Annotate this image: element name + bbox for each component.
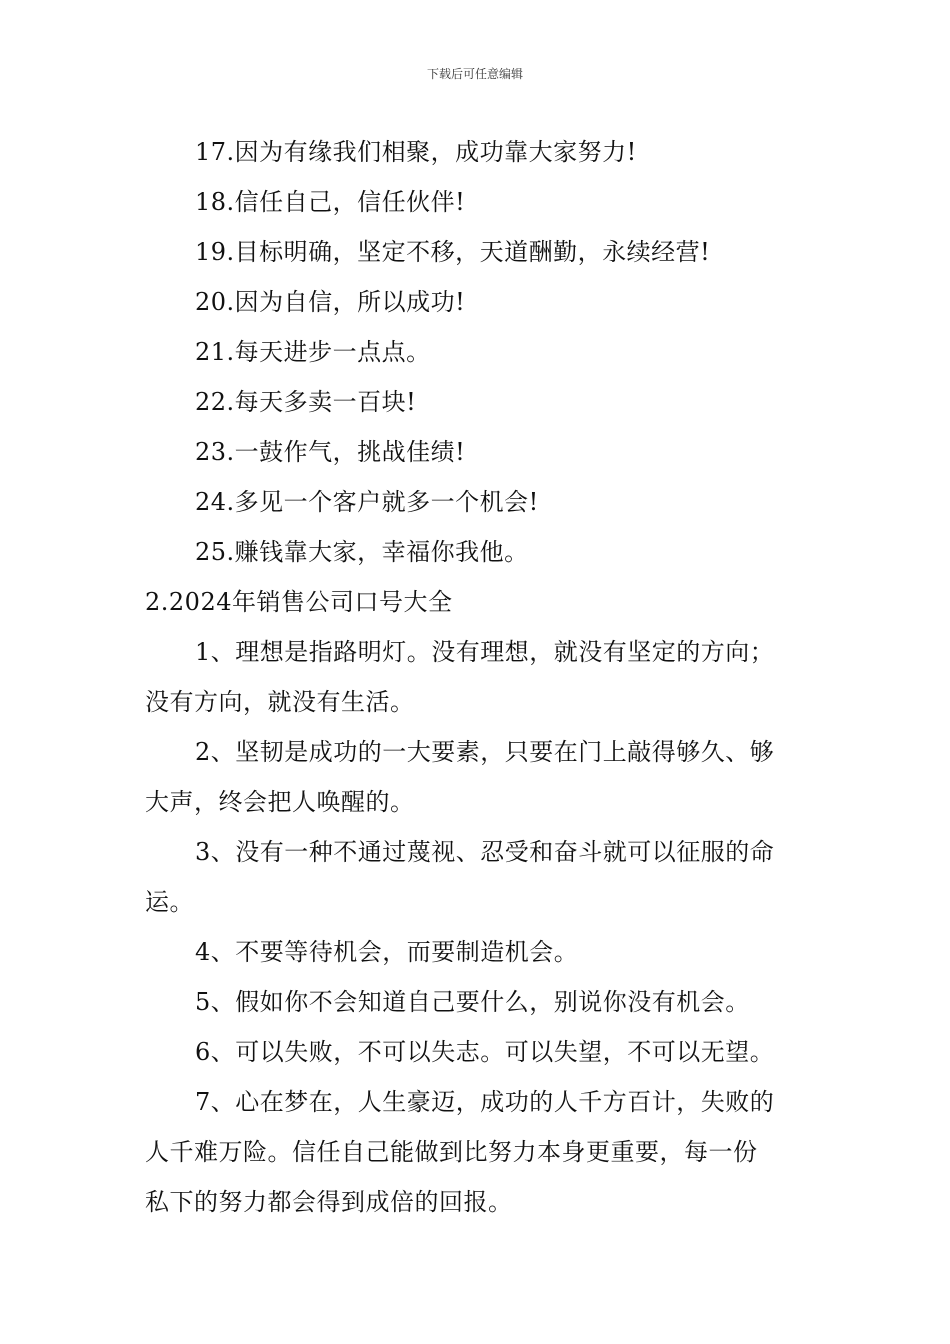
list-item: 25.赚钱靠大家，幸福你我他。 bbox=[195, 538, 529, 566]
paragraph-line: 人千难万险。信任自己能做到比努力本身更重要，每一份 bbox=[145, 1138, 758, 1166]
paragraph-line: 1、理想是指路明灯。没有理想，就没有坚定的方向； bbox=[195, 638, 775, 666]
paragraph bbox=[145, 1027, 810, 1077]
paragraph bbox=[145, 727, 810, 827]
paragraph-line: 大声，终会把人唤醒的。 bbox=[145, 788, 415, 816]
paragraph bbox=[145, 627, 810, 727]
list-item: 17.因为有缘我们相聚，成功靠大家努力! bbox=[195, 138, 637, 166]
list-item: 22.每天多卖一百块! bbox=[195, 388, 417, 416]
list-item: 23.一鼓作气，挑战佳绩! bbox=[195, 438, 466, 466]
paragraph-line: 5、假如你不会知道自己要什么，别说你没有机会。 bbox=[195, 988, 750, 1016]
paragraph-line: 4、不要等待机会，而要制造机会。 bbox=[195, 938, 579, 966]
paragraph-line: 私下的努力都会得到成倍的回报。 bbox=[145, 1188, 513, 1216]
paragraph-line: 7、心在梦在，人生豪迈，成功的人千方百计，失败的 bbox=[195, 1088, 775, 1116]
page-header: 下载后可任意编辑 bbox=[426, 67, 523, 81]
list-item: 20.因为自信，所以成功! bbox=[195, 288, 466, 316]
paragraph-line: 3、没有一种不通过蔑视、忍受和奋斗就可以征服的命 bbox=[195, 838, 775, 866]
list-item: 18.信任自己，信任伙伴! bbox=[195, 188, 466, 216]
paragraph bbox=[145, 1077, 810, 1227]
list-item: 19.目标明确，坚定不移，天道酬勤，永续经营! bbox=[195, 238, 711, 266]
document-body bbox=[145, 127, 810, 1227]
paragraph bbox=[145, 977, 810, 1027]
paragraph-line: 2、坚韧是成功的一大要素，只要在门上敲得够久、够 bbox=[195, 738, 775, 766]
paragraph bbox=[145, 927, 810, 977]
paragraph-line: 没有方向，就没有生活。 bbox=[145, 688, 415, 716]
paragraph-line: 6、可以失败，不可以失志。可以失望，不可以无望。 bbox=[195, 1038, 775, 1066]
section-heading: 2.2024年销售公司口号大全 bbox=[145, 588, 453, 616]
list-item: 24.多见一个客户就多一个机会! bbox=[195, 488, 539, 516]
paragraph bbox=[145, 827, 810, 927]
list-item: 21.每天进步一点点。 bbox=[195, 338, 431, 366]
paragraph-line: 运。 bbox=[145, 888, 194, 916]
